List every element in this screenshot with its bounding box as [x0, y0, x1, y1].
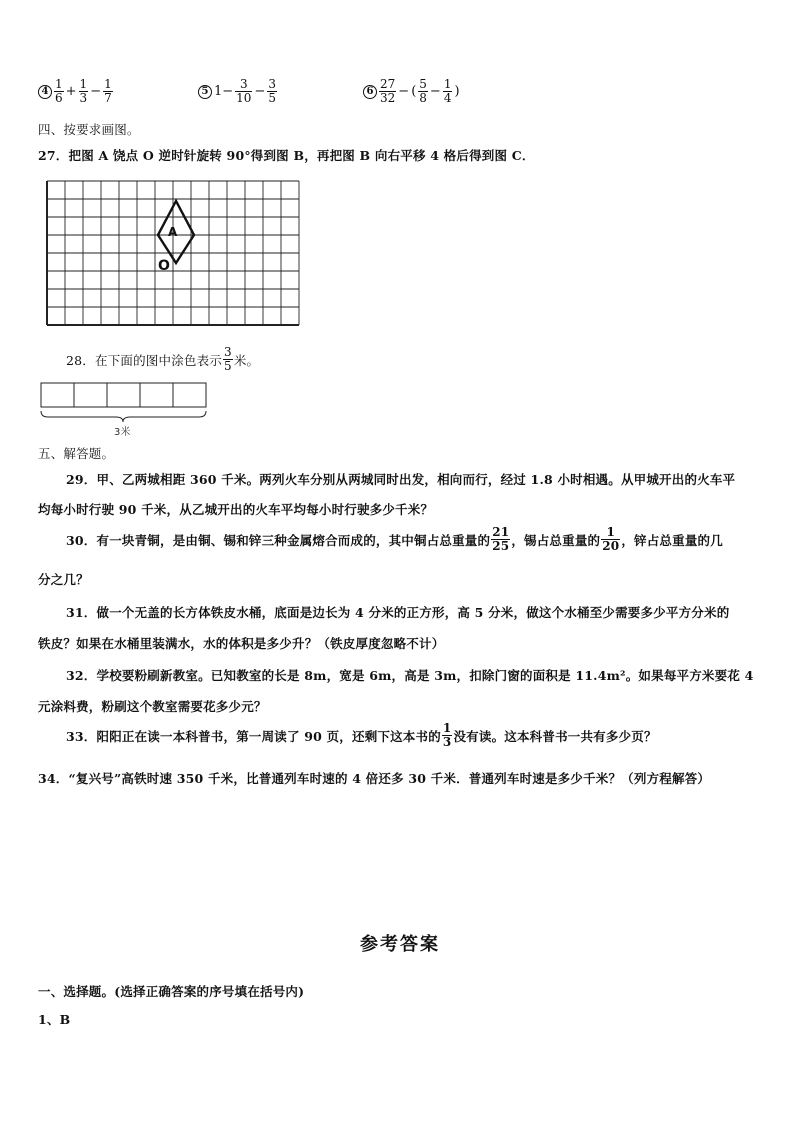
answer-section-1: 一、选择题。(选择正确答案的序号填在括号内) [38, 984, 305, 999]
brace [41, 411, 206, 422]
fraction: $\frac{3}{5}$ [224, 345, 232, 373]
fraction: $\frac{1}{3}$ [442, 721, 452, 749]
grid-figure [44, 179, 302, 329]
fraction: $\frac{1}{20}$ [602, 525, 620, 553]
question-31-line-1: 31．做一个无盖的长方体铁皮水桶，底面是边长为 4 分米的正方形，高 5 分米，做这个水桶至少需要多少平方分米的 [66, 605, 730, 620]
fraction: $\frac{3}{10}$ [236, 77, 252, 105]
question-30-line-2: 分之几？ [38, 572, 89, 587]
question-27: 27．把图 A 饶点 O 逆时针旋转 90°得到图 B，再把图 B 向右平移 4 格后得到图 C． [38, 148, 535, 163]
question-31-line-2: 铁皮？如果在水桶里装满水，水的体积是多少升？（铁皮厚度忽略不计） [38, 636, 445, 651]
fraction: $\frac{1}{6}$ [55, 77, 63, 105]
expression-4: 4 $\frac{1}{6}$ + $\frac{1}{3}$ − $\frac{1}{7}$ [38, 78, 114, 105]
question-28: 28．在下面的图中涂色表示 $\frac{3}{5}$ 米。 [66, 345, 260, 373]
question-34: 34．“复兴号”高铁时速 350 千米，比普通列车时速的 4 倍还多 30 千米．普通列车时速是多少千米？（列方程解答） [38, 771, 711, 786]
fraction: $\frac{21}{25}$ [492, 525, 510, 553]
question-32-line-1: 32．学校要粉刷新教室。已知教室的长是 8m，宽是 6m，高是 3m，扣除门窗的面积是 11.4m²。如果每平方米要花 4 [66, 668, 754, 683]
answer-1: 1、B [38, 1012, 71, 1027]
bar-figure [36, 381, 216, 439]
circled-number-5: 5 [198, 85, 212, 99]
question-32-line-2: 元涂料费，粉刷这个教室需要花多少元？ [38, 699, 267, 714]
question-33: 33．阳阳正在读一本科普书，第一周读了 90 页，还剩下这本书的 $\frac{1}{3}$ 没有读。这本科普书一共有多少页？ [66, 721, 657, 749]
circled-number-6: 6 [363, 85, 377, 99]
fraction: $\frac{27}{32}$ [380, 77, 396, 105]
expression-6: 6 $\frac{27}{32}$ − ( $\frac{5}{8}$ − $\frac{1}{4}$ ) [363, 78, 461, 105]
section-5-title: 五、解答题。 [38, 446, 115, 461]
label-o: O [158, 258, 170, 274]
expression-5: 5 1− $\frac{3}{10}$ − $\frac{3}{5}$ [198, 78, 278, 105]
label-a: A [168, 225, 178, 239]
bar-outline [41, 383, 206, 407]
section-4-title: 四、按要求画图。 [38, 122, 140, 137]
bar-label: 3米 [114, 427, 131, 438]
circled-number-4: 4 [38, 85, 52, 99]
fraction: $\frac{1}{3}$ [79, 77, 88, 105]
question-29-line-2: 均每小时行驶 90 千米，从乙城开出的火车平均每小时行驶多少千米？ [38, 502, 434, 517]
fraction: $\frac{3}{5}$ [268, 77, 276, 105]
question-30: 30．有一块青铜，是由铜、锡和锌三种金属熔合而成的，其中铜占总重量的 $\frac{21}{25}$ ，锡占总重量的 $\frac{1}{20}$ ，锌占总重量的几 [66, 525, 723, 553]
answer-title: 参考答案 [360, 934, 440, 955]
question-29-line-1: 29．甲、乙两城相距 360 千米。两列火车分别从两城同时出发，相向而行，经过 1.8 小时相遇。从甲城开出的火车平 [66, 472, 736, 487]
fraction: $\frac{5}{8}$ [419, 77, 427, 105]
fraction: $\frac{1}{7}$ [104, 77, 112, 105]
fraction: $\frac{1}{4}$ [443, 77, 452, 105]
